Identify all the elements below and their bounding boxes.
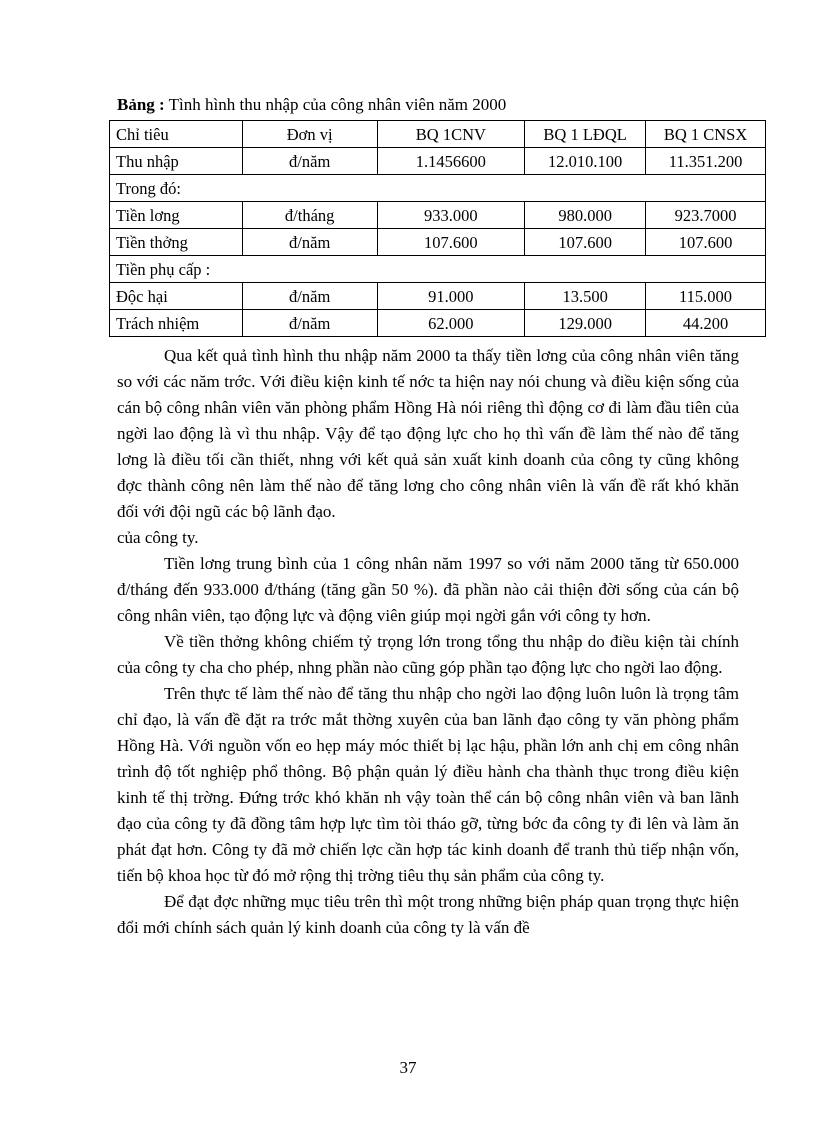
row-label: Tiền thởng — [110, 229, 243, 256]
value-cell: 11.351.200 — [646, 148, 766, 175]
table-row — [110, 202, 766, 229]
income-table — [109, 120, 766, 337]
header-cell: BQ 1 CNSX — [646, 121, 766, 148]
value-cell: 44.200 — [646, 310, 766, 337]
header-cell: Đơn vị — [242, 121, 377, 148]
value-cell: 129.000 — [525, 310, 646, 337]
value-cell: 107.600 — [525, 229, 646, 256]
value-cell: 923.7000 — [646, 202, 766, 229]
paragraph: Qua kết quả tình hình thu nhập năm 2000 ta thấy tiền lơng của công nhân viên tăng so với các năm trớc. Với điều kiện kinh tế nớc ta hiện nay nói chung và điều kiện sống của cán bộ công nhân viên văn phòng phẩm Hồng Hà nói riêng thì động cơ đi làm đầu tiên của ngời lao động là vì thu nhập. Vậy để tạo động lực cho họ thì vấn đề làm thế nào để tăng lơng là điều tối cần thiết, nhng với kết quả sản xuất kinh doanh của công ty cũng không đợc thành công nên làm thế nào để tăng lơng cho công nhân viên là vấn đề rất khó khăn đối với đội ngũ các bộ lãnh đạo. — [117, 346, 739, 521]
table-row — [110, 283, 766, 310]
table-header-row — [110, 121, 766, 148]
value-cell: 980.000 — [525, 202, 646, 229]
header-cell: BQ 1CNV — [377, 121, 525, 148]
paragraph: Về tiền thởng không chiếm tỷ trọng lớn trong tổng thu nhập do điều kiện tài chính của công ty cha cho phép, nhng phần nào cũng góp phần tạo động lực cho ngời lao động. — [117, 632, 739, 677]
table-section-row — [110, 175, 766, 202]
value-cell: 107.600 — [646, 229, 766, 256]
header-cell: Chỉ tiêu — [110, 121, 243, 148]
value-cell: 115.000 — [646, 283, 766, 310]
value-cell: 12.010.100 — [525, 148, 646, 175]
row-label: Tiền lơng — [110, 202, 243, 229]
page-number: 37 — [399, 1058, 417, 1077]
paragraph: của công ty. — [117, 528, 199, 547]
unit-cell: đ/tháng — [242, 202, 377, 229]
body-text — [117, 343, 739, 941]
value-cell: 1.1456600 — [377, 148, 525, 175]
row-label: Độc hại — [110, 283, 243, 310]
caption-text: Tình hình thu nhập của công nhân viên năm 2000 — [164, 95, 507, 114]
value-cell: 62.000 — [377, 310, 525, 337]
paragraph: Tiền lơng trung bình của 1 công nhân năm 1997 so với năm 2000 tăng từ 650.000 đ/tháng đến 933.000 đ/tháng (tăng gần 50 %). đã phần nào cải thiện đời sống của cán bộ công nhân viên, tạo động lực và động viên giúp mọi ngời gắn với công ty hơn. — [117, 554, 739, 625]
table-section-row — [110, 256, 766, 283]
table-row — [110, 229, 766, 256]
unit-cell: đ/năm — [242, 283, 377, 310]
value-cell: 107.600 — [377, 229, 525, 256]
unit-cell: đ/năm — [242, 229, 377, 256]
value-cell: 13.500 — [525, 283, 646, 310]
caption-label: Bảng : — [117, 95, 165, 114]
unit-cell: đ/năm — [242, 310, 377, 337]
unit-cell: đ/năm — [242, 148, 377, 175]
row-label: Trách nhiệm — [110, 310, 243, 337]
table-row — [110, 148, 766, 175]
paragraph: Trên thực tế làm thế nào để tăng thu nhập cho ngời lao động luôn luôn là trọng tâm chỉ đạo, là vấn đề đặt ra trớc mắt thờng xuyên của ban lãnh đạo công ty văn phòng phẩm Hồng Hà. Với nguồn vốn eo hẹp máy móc thiết bị lạc hậu, phần lớn anh chị em công nhân trình độ tốt nghiệp phổ thông. Bộ phận quản lý điều hành cha thành thục trong điều kiện kinh tế thị trờng. Đứng trớc khó khăn nh vậy toàn thể cán bộ công nhân viên và ban lãnh đạo của công ty đã đồng tâm hợp lực tìm tòi tháo gỡ, từng bớc đa công ty đi lên và làm ăn phát đạt hơn. Công ty đã mở chiến lợc cần hợp tác kinh doanh để tranh thủ tiếp nhận vốn, tiến bộ khoa học từ đó mở rộng thị trờng tiêu thụ sản phẩm của công ty. — [117, 684, 739, 885]
section-label: Tiền phụ cấp : — [110, 256, 766, 283]
paragraph: Để đạt đợc những mục tiêu trên thì một trong những biện pháp quan trọng thực hiện đổi mới chính sách quản lý kinh doanh của công ty là vấn đề — [117, 892, 739, 937]
header-cell: BQ 1 LĐQL — [525, 121, 646, 148]
row-label: Thu nhập — [110, 148, 243, 175]
value-cell: 91.000 — [377, 283, 525, 310]
section-label: Trong đó: — [110, 175, 766, 202]
table-caption — [117, 95, 506, 115]
table-row — [110, 310, 766, 337]
value-cell: 933.000 — [377, 202, 525, 229]
